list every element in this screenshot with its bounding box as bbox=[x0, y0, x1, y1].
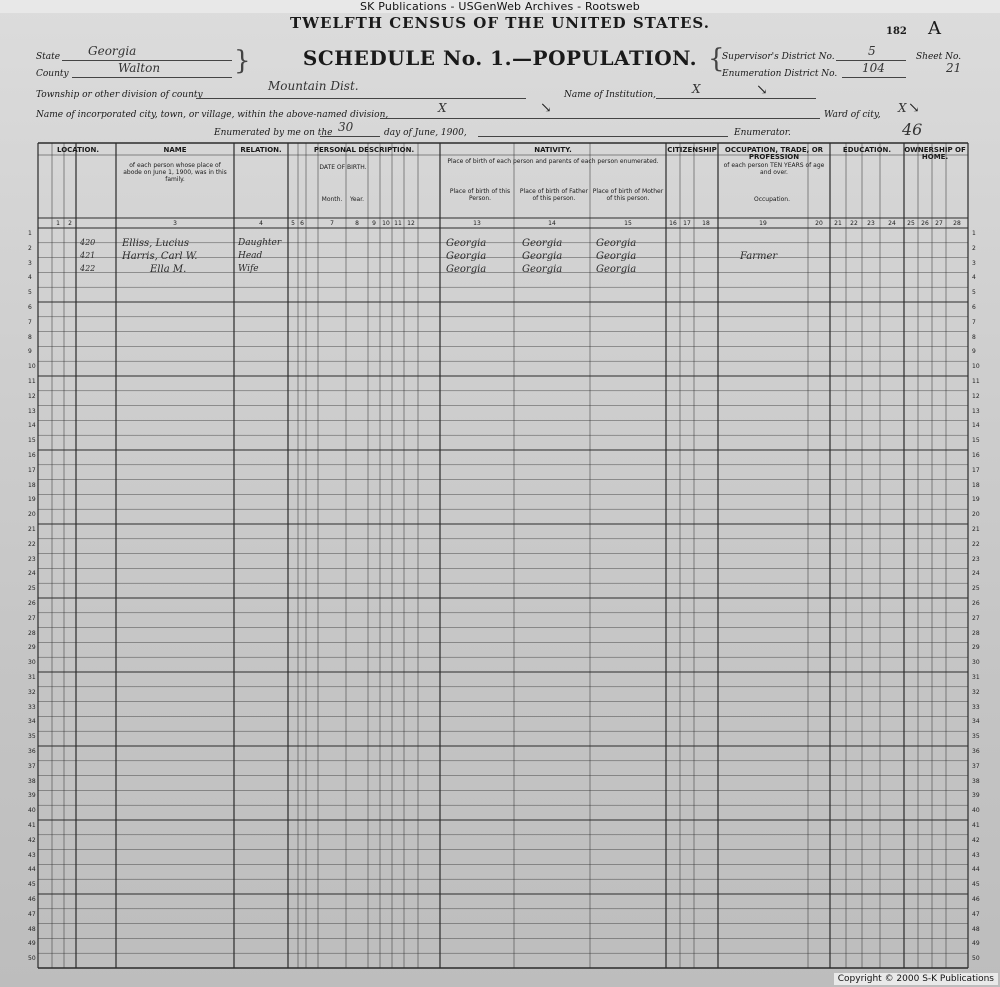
row-number-right: 37 bbox=[972, 762, 980, 770]
enumerator-label: Enumerator. bbox=[734, 128, 791, 138]
column-number: 17 bbox=[683, 220, 691, 227]
row-number-left: 22 bbox=[28, 540, 36, 548]
dwelling-number: 421 bbox=[80, 251, 96, 260]
county-value: Walton bbox=[118, 61, 161, 75]
row-number-right: 28 bbox=[972, 629, 980, 637]
row-number-left: 28 bbox=[28, 629, 36, 637]
birth-father-header: Place of birth of Father of this person. bbox=[519, 188, 589, 202]
row-number-left: 11 bbox=[28, 378, 36, 385]
check-mark: ↘ bbox=[756, 82, 768, 98]
row-number-left: 39 bbox=[28, 792, 36, 800]
row-number-right: 12 bbox=[972, 392, 980, 400]
row-number-right: 24 bbox=[972, 570, 980, 578]
column-number: 12 bbox=[407, 220, 415, 227]
row-number-left: 46 bbox=[28, 896, 36, 903]
row-number-right: 22 bbox=[972, 540, 980, 548]
birth-person: Georgia bbox=[446, 264, 487, 275]
page-mark: 46 bbox=[902, 120, 923, 139]
row-number-right: 25 bbox=[972, 585, 980, 593]
check-mark: ↘ bbox=[908, 100, 920, 116]
row-number-right: 3 bbox=[972, 259, 976, 267]
copyright-notice: Copyright © 2000 S-K Publications bbox=[834, 973, 998, 985]
row-number-left: 36 bbox=[28, 748, 36, 755]
census-title: TWELFTH CENSUS OF THE UNITED STATES. bbox=[290, 14, 710, 32]
row-number-left: 12 bbox=[28, 392, 36, 400]
row-number-right: 35 bbox=[972, 733, 980, 741]
row-number-right: 8 bbox=[972, 333, 976, 341]
birth-mother: Georgia bbox=[596, 264, 637, 275]
row-number-right: 17 bbox=[972, 466, 980, 474]
row-number-right: 18 bbox=[972, 481, 980, 489]
row-number-right: 36 bbox=[972, 748, 980, 755]
row-number-right: 33 bbox=[972, 703, 980, 711]
row-number-left: 25 bbox=[28, 585, 36, 593]
row-number-right: 45 bbox=[972, 881, 980, 889]
column-number: 10 bbox=[382, 220, 390, 227]
row-number-left: 40 bbox=[28, 807, 36, 815]
birth-mother: Georgia bbox=[596, 251, 637, 262]
row-number-right: 21 bbox=[972, 526, 980, 533]
row-number-left: 29 bbox=[28, 644, 36, 652]
city-value: X bbox=[438, 101, 447, 115]
institution-label: Name of Institution, bbox=[564, 90, 657, 100]
sheet-value: 21 bbox=[946, 61, 962, 75]
row-number-left: 44 bbox=[28, 866, 36, 874]
column-number: 25 bbox=[907, 220, 915, 227]
row-number-left: 4 bbox=[28, 274, 32, 282]
schedule-title: SCHEDULE No. 1.—POPULATION. bbox=[302, 46, 698, 70]
column-number: 24 bbox=[888, 220, 896, 227]
column-number: 18 bbox=[702, 220, 710, 227]
occupation-header: Occupation. bbox=[753, 196, 790, 203]
row-number-right: 34 bbox=[972, 718, 980, 726]
city-label: Name of incorporated city, town, or village, within the above-named division, bbox=[36, 110, 389, 120]
left-brace: } bbox=[234, 46, 251, 76]
row-number-left: 27 bbox=[28, 614, 36, 622]
date-of-birth-header: DATE OF BIRTH. bbox=[319, 164, 367, 171]
row-number-left: 24 bbox=[28, 570, 36, 578]
sheet-label: Sheet No. bbox=[916, 52, 962, 62]
col-group-nativity: NATIVITY. bbox=[534, 146, 572, 154]
row-number-left: 37 bbox=[28, 762, 36, 770]
row-number-right: 40 bbox=[972, 807, 980, 815]
birth-father: Georgia bbox=[522, 251, 563, 262]
row-number-right: 5 bbox=[972, 289, 976, 297]
row-number-right: 31 bbox=[972, 674, 980, 681]
column-number: 9 bbox=[372, 220, 376, 227]
birth-person: Georgia bbox=[446, 238, 487, 249]
column-number: 7 bbox=[330, 220, 334, 227]
row-number-left: 3 bbox=[28, 259, 32, 267]
column-number: 11 bbox=[394, 220, 402, 227]
column-number: 20 bbox=[815, 220, 823, 227]
birth-mother-header: Place of birth of Mother of this person. bbox=[592, 188, 664, 202]
row-number-left: 10 bbox=[28, 363, 36, 371]
row-number-right: 20 bbox=[972, 511, 980, 519]
row-number-left: 14 bbox=[28, 422, 36, 430]
row-number-left: 19 bbox=[28, 496, 36, 504]
row-number-right: 7 bbox=[972, 318, 976, 326]
row-number-left: 30 bbox=[28, 659, 36, 667]
row-number-left: 6 bbox=[28, 304, 32, 311]
row-number-left: 13 bbox=[28, 407, 36, 415]
enumerated-label: Enumerated by me on the bbox=[214, 128, 333, 138]
column-number: 28 bbox=[953, 220, 961, 227]
row-number-left: 1 bbox=[28, 230, 32, 237]
row-number-left: 33 bbox=[28, 703, 36, 711]
col-group-education: EDUCATION. bbox=[842, 146, 892, 154]
person-occupation: Farmer bbox=[740, 251, 778, 262]
row-number-right: 4 bbox=[972, 274, 976, 282]
institution-value: X bbox=[692, 82, 701, 96]
col-group-ownership: OWNERSHIP OF HOME. bbox=[904, 146, 966, 161]
row-number-left: 49 bbox=[28, 940, 36, 948]
row-number-right: 11 bbox=[972, 378, 980, 385]
row-number-left: 38 bbox=[28, 777, 36, 785]
column-number: 22 bbox=[850, 220, 858, 227]
row-number-left: 2 bbox=[28, 244, 32, 252]
birth-person-header: Place of birth of this Person. bbox=[449, 188, 511, 202]
row-number-left: 35 bbox=[28, 733, 36, 741]
row-number-left: 17 bbox=[28, 466, 36, 474]
birth-mother: Georgia bbox=[596, 238, 637, 249]
row-number-right: 9 bbox=[972, 348, 976, 356]
township-label: Township or other division of county bbox=[36, 90, 203, 100]
row-number-right: 49 bbox=[972, 940, 980, 948]
dwelling-number: 420 bbox=[80, 238, 96, 247]
enumerated-day: 30 bbox=[338, 120, 354, 134]
row-number-right: 10 bbox=[972, 363, 980, 371]
row-number-left: 20 bbox=[28, 511, 36, 519]
ward-value: X bbox=[898, 101, 907, 115]
person-relation: Daughter bbox=[238, 238, 282, 248]
row-number-right: 29 bbox=[972, 644, 980, 652]
row-number-right: 26 bbox=[972, 600, 980, 607]
row-number-left: 16 bbox=[28, 452, 36, 459]
col-group-occupation: OCCUPATION, TRADE, OR PROFESSION bbox=[724, 146, 824, 161]
row-number-right: 15 bbox=[972, 437, 980, 445]
person-relation: Wife bbox=[238, 264, 259, 274]
supervisor-label: Supervisor's District No. bbox=[722, 52, 835, 62]
column-number: 21 bbox=[834, 220, 842, 227]
row-number-left: 23 bbox=[28, 555, 36, 563]
row-number-left: 50 bbox=[28, 955, 36, 963]
page-number: 182 bbox=[886, 26, 907, 37]
column-number: 13 bbox=[473, 220, 481, 227]
row-number-left: 31 bbox=[28, 674, 36, 681]
row-number-left: 43 bbox=[28, 851, 36, 859]
row-number-left: 41 bbox=[28, 822, 36, 829]
row-number-right: 14 bbox=[972, 422, 980, 430]
row-number-left: 21 bbox=[28, 526, 36, 533]
row-number-left: 8 bbox=[28, 333, 32, 341]
name-column-desc: of each person whose place of abode on June 1, 1900, was in this family. bbox=[123, 162, 227, 183]
row-number-right: 16 bbox=[972, 452, 980, 459]
col-group-relation: RELATION. bbox=[240, 146, 282, 154]
row-number-right: 44 bbox=[972, 866, 980, 874]
row-number-right: 48 bbox=[972, 925, 980, 933]
supervisor-value: 5 bbox=[868, 44, 876, 58]
row-number-right: 32 bbox=[972, 688, 980, 696]
col-group-citizenship: CITIZENSHIP bbox=[667, 146, 717, 154]
month-header: Month. bbox=[321, 196, 343, 203]
person-relation: Head bbox=[238, 251, 263, 261]
row-number-left: 45 bbox=[28, 881, 36, 889]
birth-person: Georgia bbox=[446, 251, 487, 262]
person-name: Harris, Carl W. bbox=[122, 251, 198, 262]
occupation-column-desc: of each person TEN YEARS of age and over. bbox=[723, 162, 825, 176]
row-number-left: 34 bbox=[28, 718, 36, 726]
row-number-left: 5 bbox=[28, 289, 32, 297]
col-group-location: LOCATION. bbox=[56, 146, 100, 154]
row-number-right: 38 bbox=[972, 777, 980, 785]
right-brace: { bbox=[708, 44, 725, 74]
column-number: 14 bbox=[548, 220, 556, 227]
row-number-left: 9 bbox=[28, 348, 32, 356]
birth-father: Georgia bbox=[522, 264, 563, 275]
column-number: 5 bbox=[291, 220, 295, 227]
row-number-right: 43 bbox=[972, 851, 980, 859]
row-number-right: 6 bbox=[972, 304, 976, 311]
column-number: 26 bbox=[921, 220, 929, 227]
column-number: 3 bbox=[173, 220, 177, 227]
column-number: 16 bbox=[669, 220, 677, 227]
dwelling-number: 422 bbox=[80, 264, 96, 273]
enumerated-month-label: day of June, 1900, bbox=[384, 128, 467, 138]
row-number-right: 27 bbox=[972, 614, 980, 622]
person-name: Elliss, Lucius bbox=[122, 238, 189, 249]
column-number: 1 bbox=[56, 220, 60, 227]
page-letter: A bbox=[928, 18, 941, 39]
person-name: Ella M. bbox=[150, 264, 187, 275]
row-number-right: 13 bbox=[972, 407, 980, 415]
row-number-left: 32 bbox=[28, 688, 36, 696]
check-mark: ↘ bbox=[540, 100, 552, 116]
county-label: County bbox=[36, 69, 69, 79]
ward-label: Ward of city, bbox=[824, 110, 881, 120]
state-label: State bbox=[36, 52, 61, 62]
col-group-name: NAME bbox=[163, 146, 187, 154]
enumeration-label: Enumeration District No. bbox=[722, 69, 838, 79]
birth-father: Georgia bbox=[522, 238, 563, 249]
column-number: 15 bbox=[624, 220, 632, 227]
enumeration-value: 104 bbox=[862, 61, 885, 75]
column-number: 2 bbox=[68, 220, 72, 227]
column-number: 23 bbox=[867, 220, 875, 227]
row-number-right: 50 bbox=[972, 955, 980, 963]
col-group-personal: PERSONAL DESCRIPTION. bbox=[313, 146, 415, 154]
row-number-right: 41 bbox=[972, 822, 980, 829]
row-number-right: 23 bbox=[972, 555, 980, 563]
column-number: 6 bbox=[300, 220, 304, 227]
row-number-left: 48 bbox=[28, 925, 36, 933]
row-number-left: 15 bbox=[28, 437, 36, 445]
row-number-right: 30 bbox=[972, 659, 980, 667]
nativity-column-desc: Place of birth of each person and parents of each person enumerated. bbox=[447, 158, 659, 165]
row-number-left: 7 bbox=[28, 318, 32, 326]
column-number: 27 bbox=[935, 220, 943, 227]
row-number-right: 42 bbox=[972, 836, 980, 844]
row-number-left: 18 bbox=[28, 481, 36, 489]
year-header: Year. bbox=[349, 196, 365, 203]
row-number-right: 19 bbox=[972, 496, 980, 504]
row-number-right: 39 bbox=[972, 792, 980, 800]
column-number: 4 bbox=[259, 220, 263, 227]
row-number-left: 26 bbox=[28, 600, 36, 607]
column-number: 8 bbox=[355, 220, 359, 227]
row-number-right: 1 bbox=[972, 230, 976, 237]
row-number-left: 42 bbox=[28, 836, 36, 844]
row-number-right: 2 bbox=[972, 244, 976, 252]
column-number: 19 bbox=[759, 220, 767, 227]
watermark-banner: SK Publications - USGenWeb Archives - Rootsweb bbox=[0, 0, 1000, 13]
row-number-left: 47 bbox=[28, 910, 36, 918]
township-value: Mountain Dist. bbox=[268, 79, 359, 93]
row-number-right: 46 bbox=[972, 896, 980, 903]
state-value: Georgia bbox=[88, 44, 137, 58]
row-number-right: 47 bbox=[972, 910, 980, 918]
